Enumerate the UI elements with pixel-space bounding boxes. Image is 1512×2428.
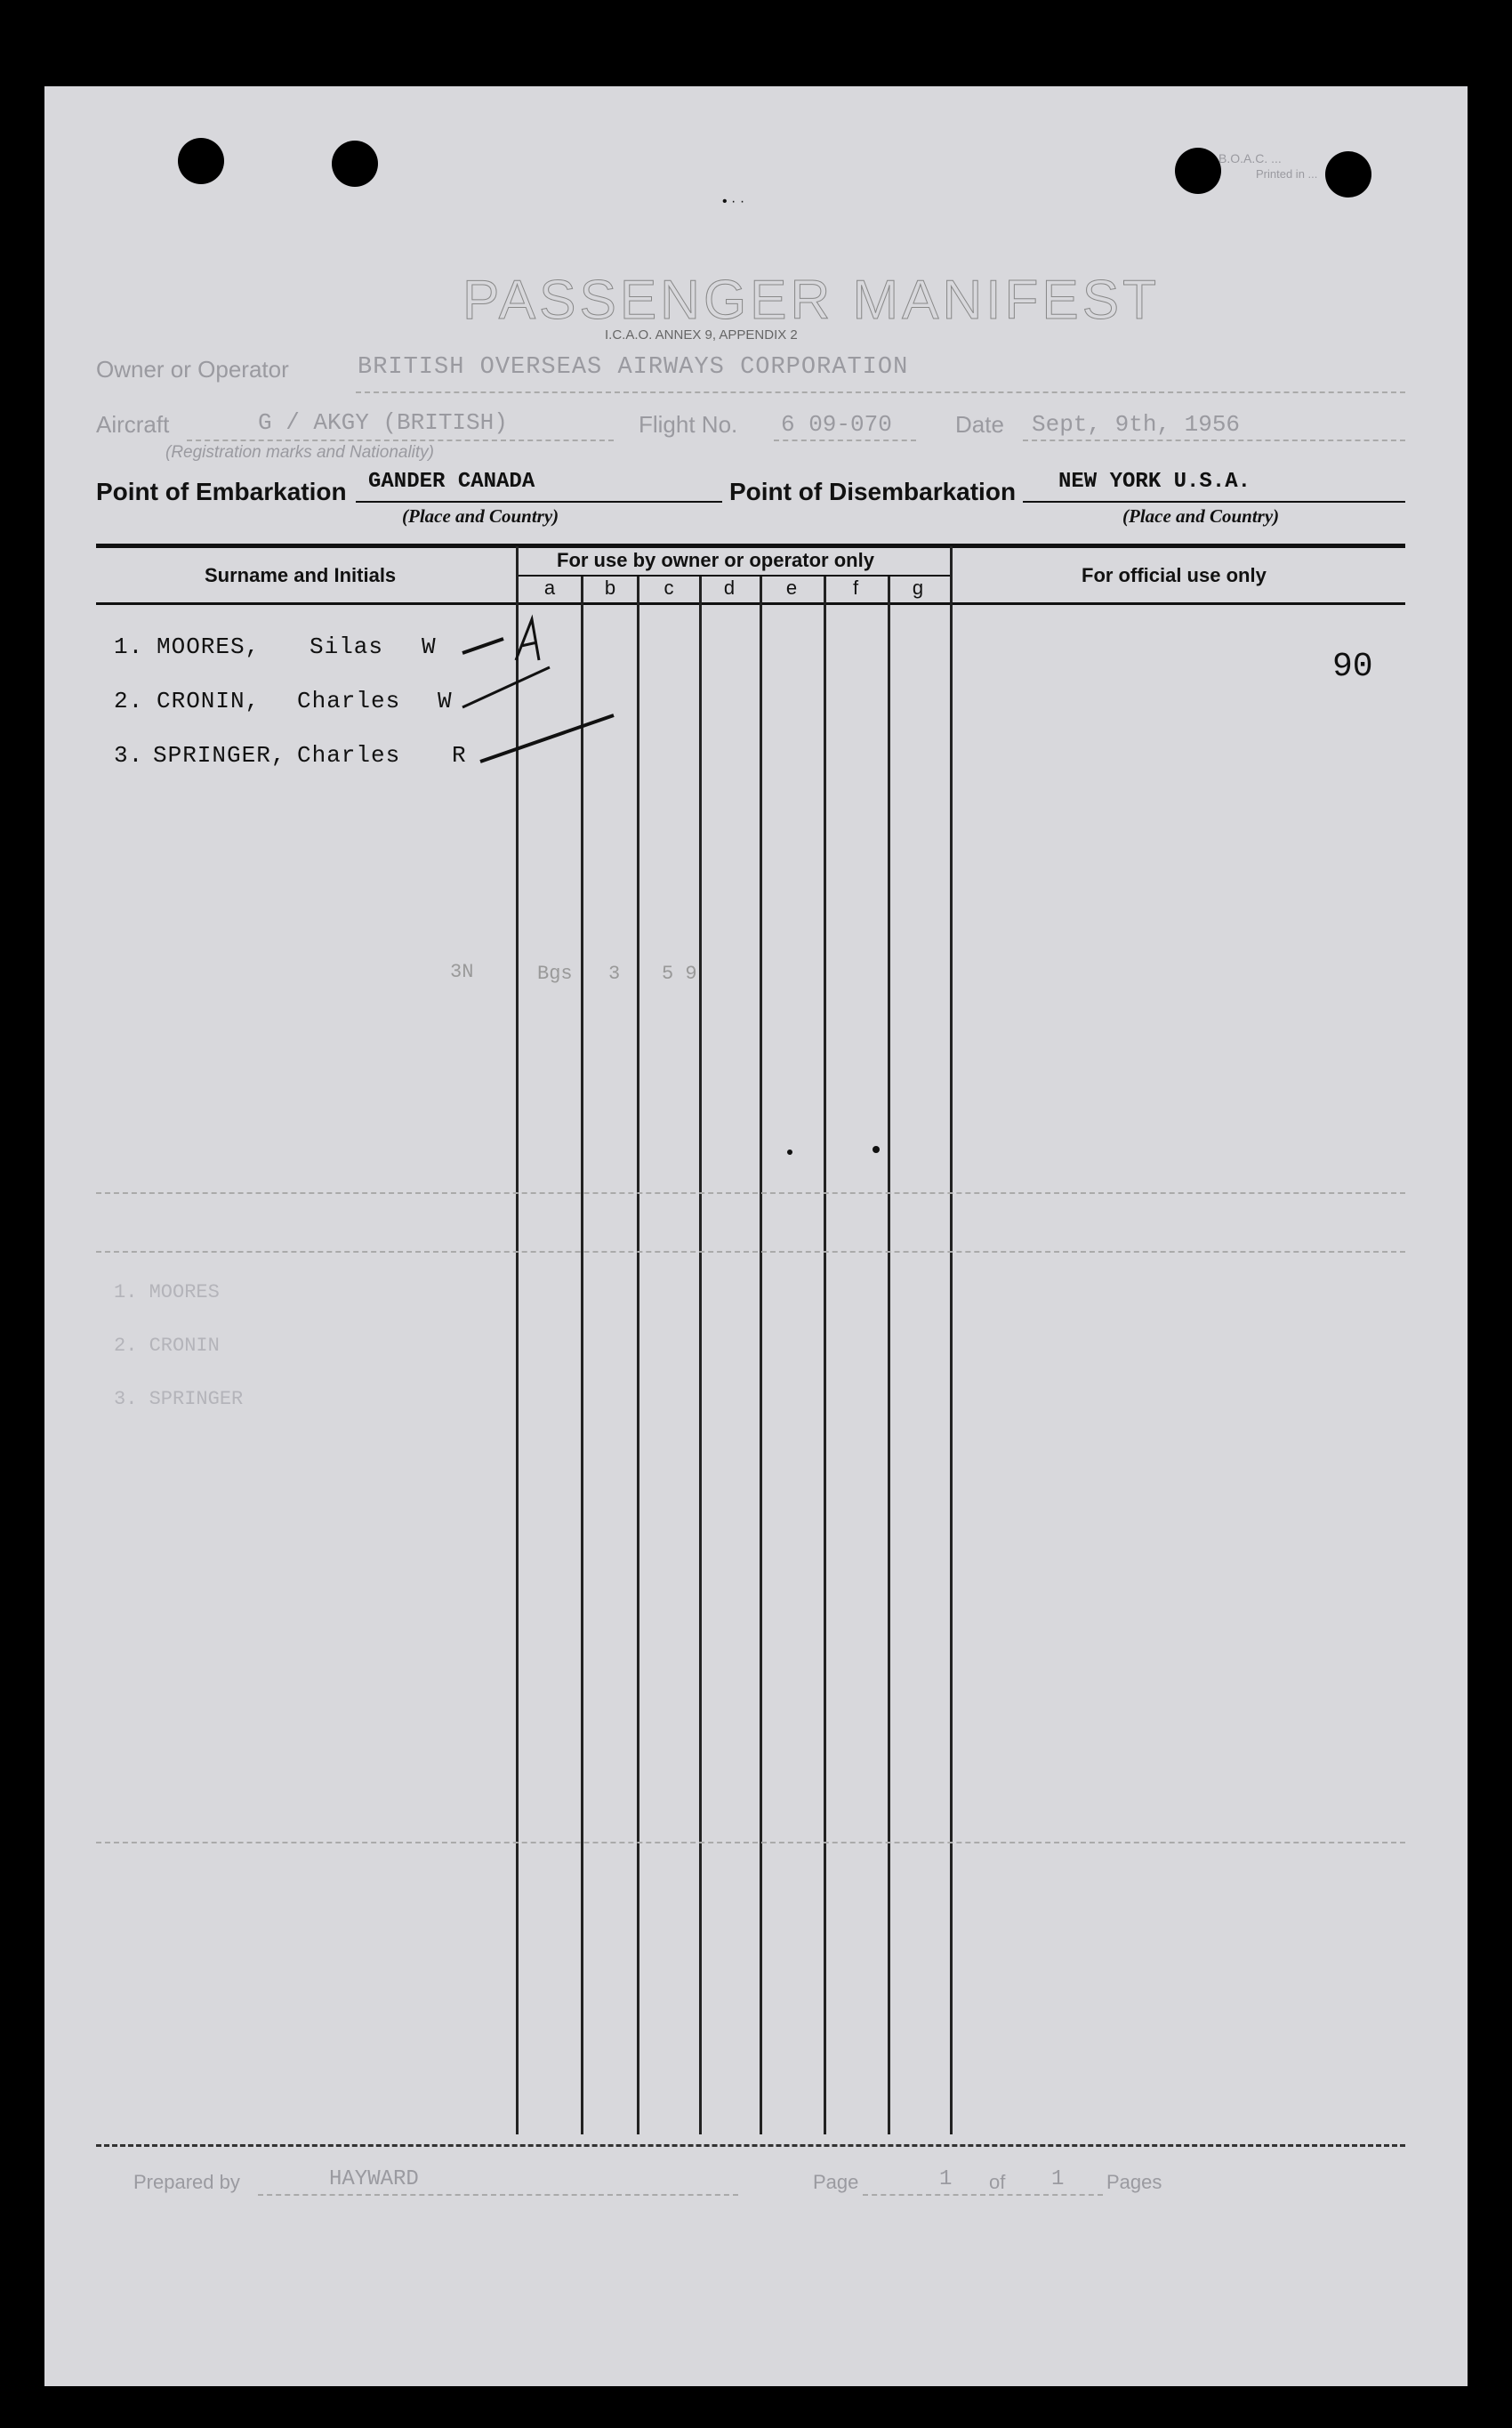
bleed-through-text: 1. MOORES: [114, 1281, 220, 1303]
aircraft-value: G / AKGY (BRITISH): [258, 409, 508, 436]
embarkation-value: GANDER CANADA: [368, 470, 535, 494]
bags-label: Bgs: [537, 963, 573, 985]
prepared-by-line: [258, 2194, 738, 2196]
flight-value: 6 09-070: [781, 411, 892, 438]
form-reference: B.O.A.C. ...: [1218, 151, 1282, 165]
passenger-initial: W: [422, 633, 437, 660]
pages-label: Pages: [1106, 2171, 1162, 2193]
disembarkation-place-note: (Place and Country): [1122, 505, 1280, 527]
registration-note: (Registration marks and Nationality): [165, 443, 435, 462]
official-note: 90: [1332, 648, 1373, 686]
sub-column-f: f: [852, 577, 859, 599]
of-label: of: [989, 2171, 1006, 2193]
embarkation-place-note: (Place and Country): [402, 505, 559, 527]
passenger-first-name: Charles: [297, 742, 401, 769]
passenger-surname: SPRINGER,: [153, 742, 286, 769]
pen-stroke: [462, 667, 550, 707]
passenger-number: 1.: [114, 633, 144, 660]
owner-column-header: For use by owner or operator only: [557, 549, 874, 571]
form-subtitle: I.C.A.O. ANNEX 9, APPENDIX 2: [605, 327, 798, 343]
ink-speck: [787, 1149, 792, 1155]
passenger-number: 3.: [114, 742, 144, 769]
passenger-number: 2.: [114, 688, 144, 714]
passenger-surname: CRONIN,: [157, 688, 261, 714]
passenger-first-name: Silas: [310, 633, 384, 660]
table-bottom-rule: [96, 2144, 1405, 2147]
embarkation-label: Point of Embarkation: [96, 478, 347, 505]
page-number: 1: [939, 2167, 953, 2191]
printed-in-note: Printed in ...: [1256, 167, 1318, 181]
sub-column-a: a: [543, 577, 556, 599]
top-dots: • · ·: [722, 194, 745, 209]
sub-column-c: c: [664, 577, 674, 599]
ink-speck: [873, 1146, 880, 1153]
bleed-through-text: 3. SPRINGER: [114, 1388, 244, 1410]
date-label: Date: [955, 411, 1004, 438]
bags-passenger-count: 3N: [450, 961, 474, 983]
handwritten-a: [544, 610, 547, 615]
sub-column-g: g: [912, 577, 924, 599]
pen-stroke: [480, 715, 614, 762]
sub-column-b: b: [604, 577, 616, 599]
disembarkation-value: NEW YORK U.S.A.: [1058, 470, 1251, 494]
passenger-first-name: Charles: [297, 688, 401, 714]
bags-count: 3: [608, 963, 621, 985]
sub-column-e: e: [785, 577, 798, 599]
pen-stroke: [462, 639, 503, 653]
handwritten-a-shape: [516, 619, 539, 660]
faint-separator: [96, 1192, 1405, 1194]
page-label: Page: [813, 2171, 859, 2193]
sub-column-d: d: [723, 577, 736, 599]
prepared-by-value: HAYWARD: [329, 2167, 419, 2191]
faint-separator: [96, 1251, 1405, 1253]
page-total: 1: [1051, 2167, 1065, 2191]
official-column-header: For official use only: [1082, 564, 1267, 586]
date-value: Sept, 9th, 1956: [1032, 411, 1241, 438]
page-line: [863, 2194, 1103, 2196]
owner-value: BRITISH OVERSEAS AIRWAYS CORPORATION: [358, 354, 909, 381]
flight-label: Flight No.: [639, 411, 738, 438]
passenger-surname: MOORES,: [157, 633, 261, 660]
owner-label: Owner or Operator: [96, 356, 289, 383]
passenger-initial: R: [452, 742, 467, 769]
faint-separator: [96, 1842, 1405, 1843]
surname-column-header: Surname and Initials: [205, 564, 397, 586]
aircraft-label: Aircraft: [96, 411, 170, 438]
passenger-initial: W: [438, 688, 453, 714]
bags-weight: 5 9: [662, 963, 697, 985]
disembarkation-label: Point of Disembarkation: [729, 478, 1017, 505]
bleed-through-text: 2. CRONIN: [114, 1335, 220, 1357]
prepared-by-label: Prepared by: [133, 2171, 240, 2193]
page-title: PASSENGER MANIFEST: [462, 270, 1160, 331]
